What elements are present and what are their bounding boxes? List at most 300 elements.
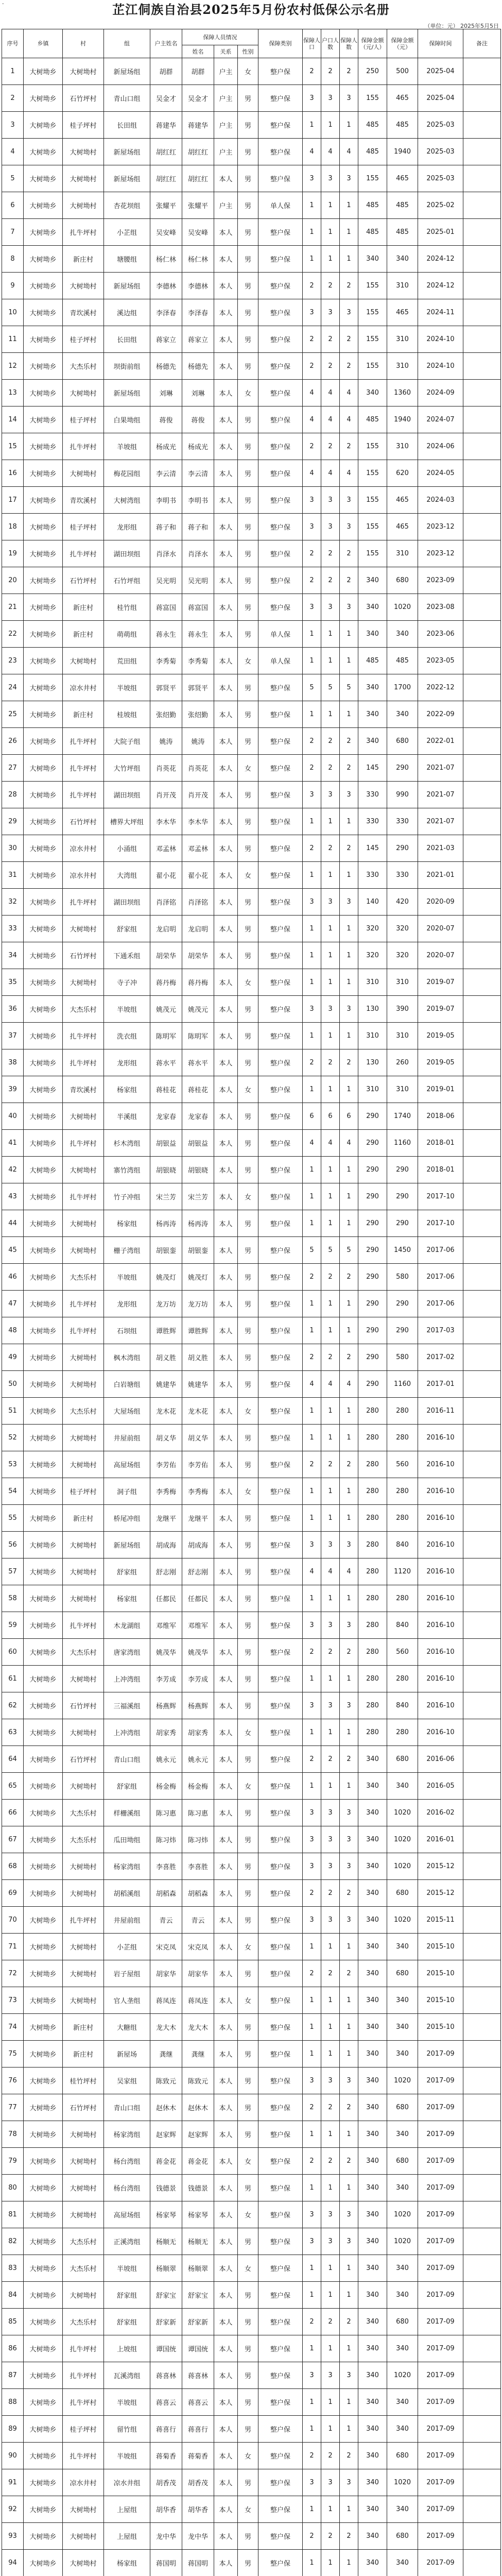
cell-household-size: 1: [303, 1291, 321, 1317]
cell-supported: 2: [340, 567, 358, 594]
cell-seq: 44: [2, 1210, 24, 1237]
cell-household-persons: 1: [321, 246, 340, 273]
cell-seq: 13: [2, 380, 24, 406]
table-row: [2, 1103, 501, 1130]
cell-seq: 77: [2, 2094, 24, 2121]
cell-village: 桂竹坪村: [63, 2067, 104, 2094]
cell-household-persons: 3: [321, 2362, 340, 2389]
cell-household-size: 3: [303, 1692, 321, 1719]
cell-start-date: 2017-09: [418, 2255, 463, 2282]
cell-supported: 2: [340, 1639, 358, 1666]
cell-supported: 3: [340, 1612, 358, 1639]
relief-roster-table: [2, 29, 501, 2576]
cell-total-amount: 1020: [387, 1826, 418, 1853]
cell-group: 瓦溪湾组: [104, 2362, 150, 2389]
cell-supported: 3: [340, 165, 358, 192]
cell-gender: 男: [238, 996, 258, 1023]
cell-household-size: 1: [303, 942, 321, 969]
cell-village: 大杰乐村: [63, 2228, 104, 2255]
cell-relation: 本人: [214, 1853, 238, 1880]
cell-note: [463, 1960, 501, 1987]
cell-relation: 本人: [214, 2121, 238, 2148]
cell-household-persons: 1: [321, 1157, 340, 1183]
cell-category: 整户保: [258, 540, 303, 567]
cell-gender: 男: [238, 112, 258, 139]
cell-village: 大树坳村: [63, 1853, 104, 1880]
cell-seq: 42: [2, 1157, 24, 1183]
cell-supported: 1: [340, 1317, 358, 1344]
cell-supported: 1: [340, 2550, 358, 2576]
cell-seq: 9: [2, 273, 24, 299]
cell-household-size: 3: [303, 1853, 321, 1880]
table-row: [2, 942, 501, 969]
cell-start-date: 2024-12: [418, 246, 463, 273]
cell-total-amount: 1020: [387, 594, 418, 621]
cell-category: 整户保: [258, 85, 303, 112]
cell-household-persons: 1: [321, 648, 340, 674]
cell-total-amount: 280: [387, 1585, 418, 1612]
table-row: [2, 326, 501, 353]
cell-note: [463, 1103, 501, 1130]
cell-note: [463, 701, 501, 728]
cell-relation: 本人: [214, 916, 238, 942]
cell-household-persons: 3: [321, 1532, 340, 1558]
cell-supported: 4: [340, 1558, 358, 1585]
cell-household-head: 姚永元: [150, 1746, 182, 1773]
cell-household-persons: 3: [321, 889, 340, 916]
cell-member-name: 胡银益: [182, 1130, 214, 1157]
cell-household-size: 3: [303, 165, 321, 192]
cell-member-name: 姚永元: [182, 1746, 214, 1773]
cell-town: 大树坳乡: [24, 567, 63, 594]
cell-category: 整户保: [258, 1264, 303, 1291]
cell-village: 大杰乐村: [63, 1639, 104, 1666]
cell-group: 舒家组: [104, 1773, 150, 1800]
table-row: [2, 1505, 501, 1532]
table-row: [2, 1853, 501, 1880]
cell-village: 扎牛坪村: [63, 889, 104, 916]
cell-group: 小芷组: [104, 219, 150, 246]
cell-member-name: 杨燕辉: [182, 1692, 214, 1719]
cell-total-amount: 1740: [387, 1103, 418, 1130]
cell-start-date: 2020-07: [418, 942, 463, 969]
cell-start-date: 2019-01: [418, 1076, 463, 1103]
table-row: [2, 2550, 501, 2576]
cell-relation: 本人: [214, 2201, 238, 2228]
cell-total-amount: 290: [387, 835, 418, 862]
cell-monthly-amount: 340: [358, 2148, 387, 2175]
cell-gender: 女: [238, 2148, 258, 2175]
cell-monthly-amount: 340: [358, 567, 387, 594]
cell-category: 整户保: [258, 2041, 303, 2067]
table-row: [2, 1826, 501, 1853]
cell-monthly-amount: 155: [358, 326, 387, 353]
cell-household-persons: 3: [321, 2201, 340, 2228]
cell-group: 舒家组: [104, 2309, 150, 2335]
cell-gender: 女: [238, 1076, 258, 1103]
cell-supported: 1: [340, 1934, 358, 1960]
cell-seq: 34: [2, 942, 24, 969]
cell-village: 大树坳村: [63, 1666, 104, 1692]
cell-household-size: 2: [303, 1639, 321, 1666]
cell-category: 整户保: [258, 514, 303, 540]
cell-start-date: 2017-09: [418, 2550, 463, 2576]
cell-town: 大树坳乡: [24, 433, 63, 460]
cell-total-amount: 340: [387, 1987, 418, 2014]
cell-category: 整户保: [258, 2148, 303, 2175]
cell-member-name: 蒋喜林: [182, 2362, 214, 2389]
cell-gender: 男: [238, 85, 258, 112]
cell-monthly-amount: 290: [358, 1130, 387, 1157]
cell-household-head: 李泽春: [150, 299, 182, 326]
cell-start-date: 2017-03: [418, 1317, 463, 1344]
cell-town: 大树坳乡: [24, 594, 63, 621]
cell-gender: 男: [238, 1800, 258, 1826]
cell-note: [463, 540, 501, 567]
cell-total-amount: 1020: [387, 2362, 418, 2389]
cell-category: 整户保: [258, 701, 303, 728]
cell-town: 大树坳乡: [24, 1157, 63, 1183]
cell-household-persons: 1: [321, 808, 340, 835]
cell-group: 青山口组: [104, 1746, 150, 1773]
cell-household-persons: 2: [321, 1264, 340, 1291]
cell-note: [463, 2496, 501, 2523]
cell-gender: 女: [238, 1773, 258, 1800]
cell-start-date: 2016-10: [418, 1666, 463, 1692]
cell-household-head: 姚茂元: [150, 996, 182, 1023]
cell-town: 大树坳乡: [24, 58, 63, 85]
cell-town: 大树坳乡: [24, 2362, 63, 2389]
cell-group: 岩子屋组: [104, 1960, 150, 1987]
cell-group: 瓜田坳组: [104, 1826, 150, 1853]
cell-note: [463, 2335, 501, 2362]
cell-village: 大树坳村: [63, 1532, 104, 1558]
cell-group: 上冲湾组: [104, 1666, 150, 1692]
cell-member-name: 李芳佑: [182, 1451, 214, 1478]
cell-note: [463, 1183, 501, 1210]
cell-note: [463, 1880, 501, 1907]
cell-village: 大树坳村: [63, 1558, 104, 1585]
cell-village: 大杰乐村: [63, 1264, 104, 1291]
cell-seq: 85: [2, 2309, 24, 2335]
header-group: 组: [104, 29, 150, 58]
cell-seq: 83: [2, 2255, 24, 2282]
cell-supported: 1: [340, 1987, 358, 2014]
cell-category: 整户保: [258, 808, 303, 835]
cell-village: 青坎溪村: [63, 1076, 104, 1103]
cell-group: 大院子组: [104, 728, 150, 755]
cell-monthly-amount: 290: [358, 1264, 387, 1291]
cell-household-head: 李木华: [150, 808, 182, 835]
cell-monthly-amount: 340: [358, 2094, 387, 2121]
cell-total-amount: 330: [387, 862, 418, 889]
cell-household-persons: 4: [321, 1371, 340, 1398]
cell-start-date: 2017-09: [418, 2041, 463, 2067]
cell-supported: 1: [340, 969, 358, 996]
cell-household-head: 蒋喜林: [150, 2362, 182, 2389]
cell-start-date: 2016-10: [418, 1639, 463, 1666]
cell-total-amount: 340: [387, 246, 418, 273]
cell-total-amount: 500: [387, 58, 418, 85]
cell-monthly-amount: 340: [358, 2201, 387, 2228]
cell-seq: 69: [2, 1880, 24, 1907]
cell-household-persons: 2: [321, 326, 340, 353]
cell-category: 单人保: [258, 192, 303, 219]
cell-village: 凉水井村: [63, 835, 104, 862]
cell-supported: 1: [340, 2282, 358, 2309]
cell-town: 大树坳乡: [24, 1612, 63, 1639]
cell-household-persons: 3: [321, 2469, 340, 2496]
cell-gender: 男: [238, 192, 258, 219]
cell-monthly-amount: 485: [358, 219, 387, 246]
cell-group: 大糖组: [104, 2014, 150, 2041]
cell-household-head: 蒋桂花: [150, 1076, 182, 1103]
cell-supported: 2: [340, 326, 358, 353]
cell-monthly-amount: 340: [358, 1987, 387, 2014]
cell-household-size: 2: [303, 1960, 321, 1987]
cell-monthly-amount: 155: [358, 273, 387, 299]
cell-group: 上屋组: [104, 2523, 150, 2550]
cell-monthly-amount: 340: [358, 380, 387, 406]
table-row: [2, 1987, 501, 2014]
cell-supported: 1: [340, 1076, 358, 1103]
cell-member-name: 胡家秀: [182, 1719, 214, 1746]
cell-start-date: 2024-10: [418, 353, 463, 380]
cell-total-amount: 1450: [387, 1237, 418, 1264]
cell-group: 新屋场组: [104, 139, 150, 165]
cell-start-date: 2019-05: [418, 1049, 463, 1076]
cell-gender: 男: [238, 2416, 258, 2443]
cell-household-head: 姚建华: [150, 1371, 182, 1398]
cell-household-persons: 1: [321, 2255, 340, 2282]
cell-town: 大树坳乡: [24, 1103, 63, 1130]
cell-member-name: 杨再涛: [182, 1210, 214, 1237]
cell-household-size: 1: [303, 621, 321, 648]
cell-town: 大树坳乡: [24, 1425, 63, 1451]
cell-seq: 62: [2, 1692, 24, 1719]
cell-village: 大树坳村: [63, 460, 104, 487]
cell-start-date: 2016-10: [418, 1532, 463, 1558]
cell-start-date: 2019-07: [418, 996, 463, 1023]
cell-group: 桂竹组: [104, 594, 150, 621]
cell-start-date: 2015-11: [418, 1907, 463, 1934]
cell-start-date: 2015-10: [418, 1987, 463, 2014]
cell-note: [463, 648, 501, 674]
cell-village: 青坎溪村: [63, 299, 104, 326]
cell-gender: 男: [238, 2094, 258, 2121]
cell-group: 白果坳组: [104, 406, 150, 433]
cell-supported: 1: [340, 808, 358, 835]
cell-group: 杨家组: [104, 2550, 150, 2576]
cell-note: [463, 1425, 501, 1451]
cell-town: 大树坳乡: [24, 1130, 63, 1157]
cell-monthly-amount: 340: [358, 1800, 387, 1826]
cell-seq: 17: [2, 487, 24, 514]
cell-household-size: 1: [303, 2255, 321, 2282]
cell-household-head: 陈明军: [150, 1023, 182, 1049]
cell-total-amount: 680: [387, 2523, 418, 2550]
cell-relation: 本人: [214, 273, 238, 299]
cell-household-persons: 1: [321, 192, 340, 219]
cell-supported: 2: [340, 273, 358, 299]
cell-note: [463, 85, 501, 112]
cell-monthly-amount: 340: [358, 2255, 387, 2282]
cell-member-name: 蒋建华: [182, 112, 214, 139]
cell-household-persons: 5: [321, 674, 340, 701]
cell-monthly-amount: 310: [358, 969, 387, 996]
cell-note: [463, 1612, 501, 1639]
cell-start-date: 2025-02: [418, 192, 463, 219]
cell-household-persons: 1: [321, 1023, 340, 1049]
cell-total-amount: 485: [387, 219, 418, 246]
cell-household-head: 邓维军: [150, 1612, 182, 1639]
cell-relation: 本人: [214, 835, 238, 862]
cell-household-head: 蒋水平: [150, 1049, 182, 1076]
cell-town: 大树坳乡: [24, 1049, 63, 1076]
table-row: [2, 2094, 501, 2121]
cell-total-amount: 680: [387, 1880, 418, 1907]
cell-seq: 47: [2, 1291, 24, 1317]
cell-household-size: 1: [303, 2282, 321, 2309]
cell-household-persons: 2: [321, 2443, 340, 2469]
cell-household-head: 龙家春: [150, 1103, 182, 1130]
cell-seq: 81: [2, 2201, 24, 2228]
cell-member-name: 杨金梅: [182, 1773, 214, 1800]
cell-start-date: 2024-11: [418, 299, 463, 326]
cell-seq: 60: [2, 1639, 24, 1666]
cell-gender: 男: [238, 1585, 258, 1612]
cell-member-name: 肖泽水: [182, 540, 214, 567]
cell-start-date: 2017-06: [418, 1291, 463, 1317]
cell-total-amount: 680: [387, 567, 418, 594]
cell-household-head: 胡义华: [150, 1425, 182, 1451]
cell-total-amount: 1020: [387, 2067, 418, 2094]
document-meta: （单位：元） 2025年5月5日: [424, 23, 499, 29]
cell-seq: 32: [2, 889, 24, 916]
cell-gender: 男: [238, 782, 258, 808]
cell-monthly-amount: 340: [358, 1746, 387, 1773]
cell-relation: 本人: [214, 1934, 238, 1960]
cell-category: 整户保: [258, 246, 303, 273]
cell-relation: 本人: [214, 1478, 238, 1505]
cell-group: 洗衣组: [104, 1023, 150, 1049]
cell-relation: 本人: [214, 2523, 238, 2550]
cell-note: [463, 808, 501, 835]
cell-gender: 女: [238, 2496, 258, 2523]
cell-gender: 男: [238, 2335, 258, 2362]
cell-household-head: 杨仁林: [150, 246, 182, 273]
cell-supported: 2: [340, 728, 358, 755]
cell-gender: 男: [238, 2469, 258, 2496]
cell-household-head: 龚继: [150, 2041, 182, 2067]
cell-member-name: 姚茂元: [182, 996, 214, 1023]
cell-gender: 男: [238, 2362, 258, 2389]
cell-category: 整户保: [258, 567, 303, 594]
cell-group: 凉水井组: [104, 2469, 150, 2496]
cell-household-persons: 2: [321, 2148, 340, 2175]
cell-household-size: 1: [303, 2175, 321, 2201]
cell-household-size: 1: [303, 1210, 321, 1237]
cell-relation: 本人: [214, 1692, 238, 1719]
cell-relation: 本人: [214, 246, 238, 273]
header-village: 村: [63, 29, 104, 58]
cell-member-name: 蒋国明: [182, 2550, 214, 2576]
cell-seq: 7: [2, 219, 24, 246]
cell-supported: 1: [340, 1425, 358, 1451]
cell-supported: 1: [340, 2389, 358, 2416]
cell-supported: 1: [340, 621, 358, 648]
cell-town: 大树坳乡: [24, 406, 63, 433]
cell-member-name: 刘琳: [182, 380, 214, 406]
table-row: [2, 2255, 501, 2282]
cell-monthly-amount: 340: [358, 728, 387, 755]
cell-household-persons: 2: [321, 58, 340, 85]
cell-group: 胡稻溪组: [104, 1880, 150, 1907]
cell-member-name: 蒋丹梅: [182, 969, 214, 996]
cell-gender: 男: [238, 567, 258, 594]
cell-monthly-amount: 340: [358, 246, 387, 273]
cell-note: [463, 1907, 501, 1934]
cell-gender: 男: [238, 1666, 258, 1692]
cell-seq: 35: [2, 969, 24, 996]
cell-seq: 10: [2, 299, 24, 326]
cell-category: 整户保: [258, 1398, 303, 1425]
cell-monthly-amount: 485: [358, 406, 387, 433]
cell-monthly-amount: 340: [358, 2389, 387, 2416]
cell-village: 扎牛坪村: [63, 2443, 104, 2469]
cell-household-size: 1: [303, 969, 321, 996]
cell-seq: 30: [2, 835, 24, 862]
cell-village: 大树坳村: [63, 2201, 104, 2228]
cell-village: 大杰乐村: [63, 1398, 104, 1425]
cell-member-name: 蒋家立: [182, 326, 214, 353]
cell-seq: 52: [2, 1425, 24, 1451]
cell-category: 整户保: [258, 1103, 303, 1130]
cell-relation: 本人: [214, 2014, 238, 2041]
cell-group: 新屋场组: [104, 380, 150, 406]
cell-note: [463, 567, 501, 594]
cell-category: 整户保: [258, 1344, 303, 1371]
table-row: [2, 1558, 501, 1585]
cell-group: 唐家湾组: [104, 1639, 150, 1666]
table-row: [2, 1130, 501, 1157]
cell-member-name: 谭胜辉: [182, 1317, 214, 1344]
cell-village: 石竹坪村: [63, 1746, 104, 1773]
cell-category: 整户保: [258, 1076, 303, 1103]
cell-total-amount: 1700: [387, 674, 418, 701]
cell-household-size: 2: [303, 755, 321, 782]
cell-relation: 本人: [214, 942, 238, 969]
cell-monthly-amount: 340: [358, 594, 387, 621]
cell-supported: 3: [340, 299, 358, 326]
cell-seq: 25: [2, 701, 24, 728]
cell-relation: 本人: [214, 2416, 238, 2443]
cell-household-head: 舒志刚: [150, 1558, 182, 1585]
cell-village: 大杰乐村: [63, 353, 104, 380]
cell-gender: 男: [238, 594, 258, 621]
cell-household-size: 2: [303, 326, 321, 353]
table-row: [2, 2067, 501, 2094]
cell-monthly-amount: 330: [358, 862, 387, 889]
cell-household-persons: 1: [321, 1505, 340, 1532]
cell-town: 大树坳乡: [24, 916, 63, 942]
header-members-group: 保障人员情况: [182, 29, 258, 45]
cell-monthly-amount: 340: [358, 1960, 387, 1987]
cell-category: 整户保: [258, 2255, 303, 2282]
cell-seq: 15: [2, 433, 24, 460]
cell-household-persons: 1: [321, 969, 340, 996]
cell-start-date: 2017-09: [418, 2416, 463, 2443]
